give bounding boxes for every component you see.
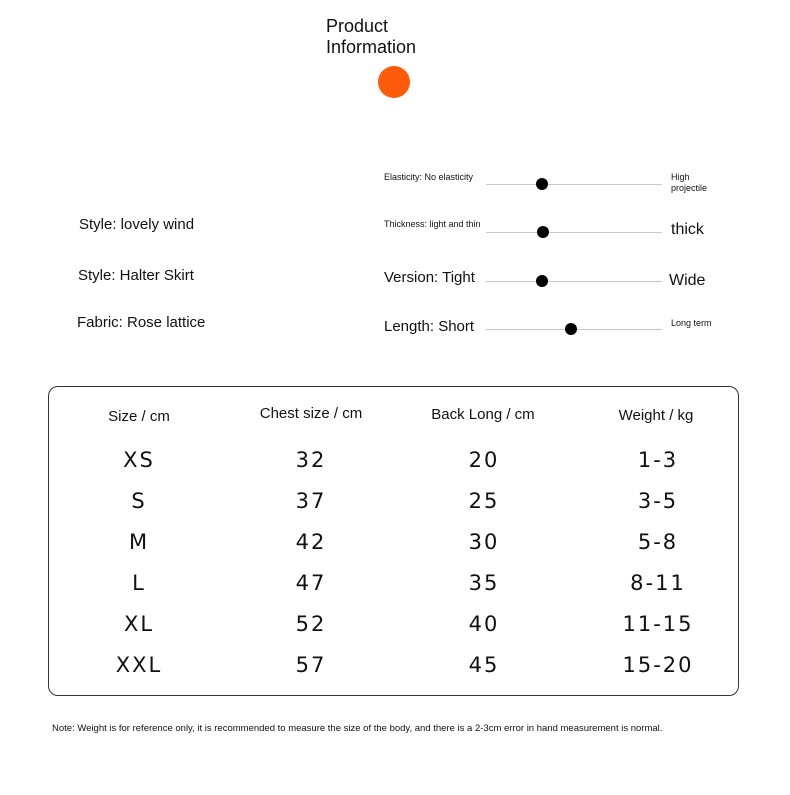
slider-elasticity-left-label: Elasticity: No elasticity xyxy=(384,172,474,182)
slider-thickness-left-label: Thickness: light and thin xyxy=(384,219,481,229)
accent-dot-icon xyxy=(378,66,410,98)
title-line-2: Information xyxy=(326,37,417,57)
table-header-chest: Chest size / cm xyxy=(259,405,363,422)
footer-note: Note: Weight is for reference only, it is recommended to measure the size of the body, and there is a 2-3cm error in hand measurement is normal. xyxy=(52,723,663,734)
slider-elasticity-knob xyxy=(536,178,548,190)
attribute-style-1: Style: lovely wind xyxy=(79,216,195,233)
slider-length-left-label: Length: Short xyxy=(384,318,475,335)
table-header-back: Back Long / cm xyxy=(431,406,535,423)
slider-elasticity-track xyxy=(486,184,662,185)
table-cell: 5-8 xyxy=(637,530,679,554)
slider-version-left-label: Version: Tight xyxy=(384,269,475,286)
slider-version-right-label: Wide xyxy=(669,272,706,289)
table-cell: L xyxy=(132,571,146,595)
slider-elasticity-right-label xyxy=(671,172,707,194)
slider-length-right-label: Long term xyxy=(671,318,712,328)
table-cell: 40 xyxy=(468,612,500,636)
table-cell: 1-3 xyxy=(637,448,679,472)
slider-elasticity-right-line-1: High xyxy=(671,172,690,182)
table-cell: 37 xyxy=(295,489,327,513)
table-cell: 3-5 xyxy=(637,489,679,513)
slider-thickness-knob xyxy=(537,226,549,238)
slider-elasticity-right-line-2: projectile xyxy=(671,183,708,193)
table-cell: 47 xyxy=(295,571,327,595)
table-cell: 11-15 xyxy=(622,612,694,636)
slider-thickness-right-label: thick xyxy=(671,221,704,238)
page-title xyxy=(326,16,416,58)
table-cell: 25 xyxy=(468,489,500,513)
table-cell: 57 xyxy=(295,653,327,677)
slider-version-track xyxy=(486,281,662,282)
table-cell: 30 xyxy=(468,530,500,554)
attribute-style-2: Style: Halter Skirt xyxy=(78,267,194,284)
slider-thickness-track xyxy=(486,232,662,233)
slider-version-knob xyxy=(536,275,548,287)
table-cell: XS xyxy=(123,448,155,472)
table-cell: M xyxy=(128,530,150,554)
table-cell: 42 xyxy=(295,530,327,554)
table-cell: 45 xyxy=(468,653,500,677)
table-header-size: Size / cm xyxy=(108,408,170,425)
table-cell: 8-11 xyxy=(630,571,686,595)
size-table xyxy=(48,386,739,696)
table-cell: 20 xyxy=(468,448,500,472)
table-cell: 52 xyxy=(295,612,327,636)
slider-length-knob xyxy=(565,323,577,335)
table-cell: XXL xyxy=(115,653,163,677)
table-cell: 32 xyxy=(295,448,327,472)
table-header-weight: Weight / kg xyxy=(618,407,694,424)
table-cell: S xyxy=(131,489,147,513)
title-line-1: Product xyxy=(326,16,389,36)
attribute-fabric: Fabric: Rose lattice xyxy=(77,314,206,331)
table-cell: 35 xyxy=(468,571,500,595)
table-cell: 15-20 xyxy=(622,653,694,677)
table-cell: XL xyxy=(123,612,155,636)
